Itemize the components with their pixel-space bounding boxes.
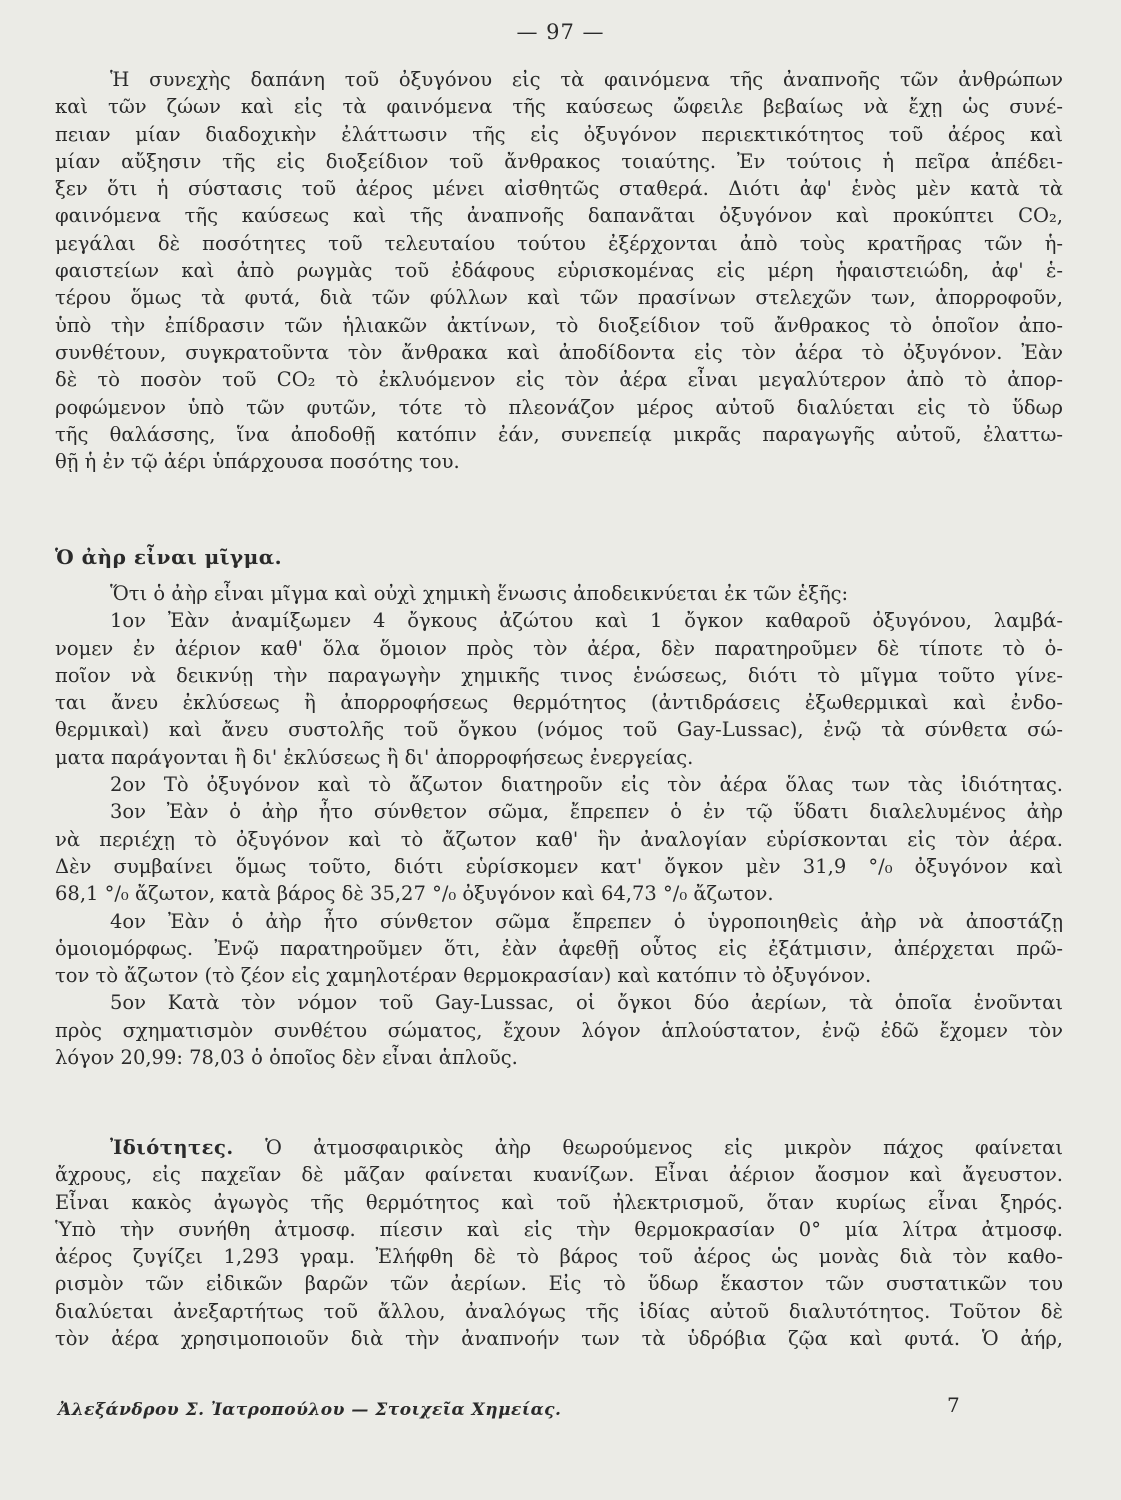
text-line: 68,1 °/₀ ἄζωτον, κατὰ βάρος δὲ 35,27 °/₀ ὀξυγόνον καὶ 64,73 °/₀ ἄζωτον. xyxy=(55,882,774,906)
paragraph-properties xyxy=(55,1134,1063,1352)
text-line: Ὅτι ὁ ἀὴρ εἶναι μῖγμα καὶ οὐχὶ χημικὴ ἕνωσις ἀποδεικνύεται ἐκ τῶν ἑξῆς: xyxy=(110,582,849,605)
text-line: ρισμὸν τῶν εἰδικῶν βαρῶν τῶν ἀερίων. Εἰς τὸ ὕδωρ ἕκαστον τῶν συστατικῶν του xyxy=(55,1272,1063,1296)
text-line: τὸν ἀέρα χρησιμοποιοῦν διὰ τὴν ἀναπνοήν των τὰ ὑδρόβια ζῷα καὶ φυτά. Ὁ ἀήρ, xyxy=(55,1327,1063,1351)
text-fragment: Ὁ ἀτμοσφαιρικὸς ἀὴρ θεωρούμενος εἰς μικρὸν πάχος φαίνεται xyxy=(265,1136,1063,1159)
text-line: μεγάλαι δὲ ποσότητες τοῦ τελευταίου τούτου ἐξέρχονται ἀπὸ τοὺς κρατῆρας τῶν ἡ- xyxy=(55,231,1063,255)
text-line: ται ἄνευ ἐκλύσεως ἢ ἀπορροφήσεως θερμότητος (ἀντιδράσεις ἐξωθερμικαὶ καὶ ἐνδο- xyxy=(55,691,1063,715)
footer-citation: Ἀλεξάνδρου Σ. Ἰατροπούλου — Στοιχεῖα Χημείας. xyxy=(58,1400,562,1420)
text-line: τῆς θαλάσσης, ἵνα ἀποδοθῇ κατόπιν ἐάν, συνεπείᾳ μικρᾶς παραγωγῆς αὐτοῦ, ἐλαττω- xyxy=(55,422,1063,446)
heading-properties: Ἰδιότητες. xyxy=(110,1136,234,1159)
text-line: φαιστείων καὶ ἀπὸ ρωγμὰς τοῦ ἐδάφους εὑρισκομένας εἰς μέρη ἡφαιστειώδη, ἀφ' ἑ- xyxy=(55,259,1063,283)
text-line: δὲ τὸ ποσὸν τοῦ CO₂ τὸ ἐκλυόμενον εἰς τὸν ἀέρα εἶναι μεγαλύτερον ἀπὸ τὸ ἀπορ- xyxy=(55,368,1063,392)
text-line: 2ον Τὸ ὀξυγόνον καὶ τὸ ἄζωτον διατηροῦν εἰς τὸν ἀέρα ὅλας των τὰς ἰδιότητας. xyxy=(110,773,1063,797)
text-line: 1ον Ἐὰν ἀναμίξωμεν 4 ὄγκους ἀζώτου καὶ 1 ὄγκον καθαροῦ ὀξυγόνου, λαμβά- xyxy=(110,609,1063,633)
text-line: 4ον Ἐὰν ὁ ἀὴρ ἦτο σύνθετον σῶμα ἔπρεπεν ὁ ὑγροποιηθεὶς ἀὴρ νὰ ἀποστάζῃ xyxy=(110,909,1063,933)
text-line: καὶ τῶν ζώων καὶ εἰς τὰ φαινόμενα τῆς καύσεως ὤφειλε βεβαίως νὰ ἔχῃ ὡς συνέ- xyxy=(55,95,1063,119)
text-line-with-heading xyxy=(55,1134,1063,1161)
sheet-signature-number: 7 xyxy=(947,1393,960,1417)
text-line: λόγον 20,99: 78,03 ὁ ὁποῖος δὲν εἶναι ἁπλοῦς. xyxy=(55,1046,518,1070)
text-line: Εἶναι κακὸς ἀγωγὸς τῆς θερμότητος καὶ τοῦ ἠλεκτρισμοῦ, ὅταν κυρίως εἶναι ξηρός. xyxy=(55,1190,1063,1214)
text-line: 5ον Κατὰ τὸν νόμον τοῦ Gay-Lussac, οἱ ὄγκοι δύο ἀερίων, τὰ ὁποῖα ἑνοῦνται xyxy=(110,991,1063,1015)
text-line: φαινόμενα τῆς καύσεως καὶ τῆς ἀναπνοῆς δαπανᾶται ὀξυγόνον καὶ προκύπτει CO₂, xyxy=(55,204,1063,228)
text-line: ὑπὸ τὴν ἐπίδρασιν τῶν ἡλιακῶν ἀκτίνων, τὸ διοξείδιον τοῦ ἄνθρακος τὸ ὁποῖον ἀπο- xyxy=(55,313,1063,337)
section-heading-mixture xyxy=(55,544,1063,571)
text-line: ξεν ὅτι ἡ σύστασις τοῦ ἀέρος μένει αἰσθητῶς σταθερά. Διότι ἀφ' ἑνὸς μὲν κατὰ τὰ xyxy=(55,177,1063,201)
text-line: πρὸς σχηματισμὸν συνθέτου σώματος, ἔχουν λόγον ἁπλούστατον, ἐνῷ ἐδῶ ἔχομεν τὸν xyxy=(55,1018,1063,1042)
text-line: νὰ περιέχῃ τὸ ὀξυγόνον καὶ τὸ ἄζωτον καθ' ἣν ἀναλογίαν εὑρίσκονται εἰς τὸν ἀέρα. xyxy=(55,827,1063,851)
text-line: συνθέτουν, συγκρατοῦντα τὸν ἄνθρακα καὶ ἀποδίδοντα εἰς τὸν ἀέρα τὸ ὀξυγόνον. Ἐὰν xyxy=(55,340,1063,364)
text-line: πειαν μίαν διαδοχικὴν ἐλάττωσιν τῆς εἰς ὀξυγόνον περιεκτικότητος τοῦ ἀέρος καὶ xyxy=(55,122,1063,146)
text-line: θῇ ἡ ἐν τῷ ἀέρι ὑπάρχουσα ποσότης του. xyxy=(55,450,460,474)
text-line: μίαν αὔξησιν τῆς εἰς διοξείδιον τοῦ ἄνθρακος τοιαύτης. Ἐν τούτοις ἡ πεῖρα ἀπέδει- xyxy=(55,149,1063,173)
text-line: τον τὸ ἄζωτον (τὸ ζέον εἰς χαμηλοτέραν θερμοκρασίαν) καὶ κατόπιν τὸ ὀξυγόνον. xyxy=(55,964,872,988)
text-line: νομεν ἐν ἀέριον καθ' ὅλα ὅμοιον πρὸς τὸν ἀέρα, δὲν παρατηροῦμεν δὲ τίποτε τὸ ὁ- xyxy=(55,636,1063,660)
text-line: ἄχρους, εἰς παχεῖαν δὲ μᾶζαν φαίνεται κυανίζων. Εἶναι ἀέριον ἄοσμον καὶ ἄγευστον. xyxy=(55,1163,1063,1187)
heading-mixture: Ὁ ἀὴρ εἶναι μῖγμα. xyxy=(55,545,283,569)
text-line: Ὑπὸ τὴν συνήθη ἀτμοσφ. πίεσιν καὶ εἰς τὴν θερμοκρασίαν 0° μία λίτρα ἀτμοσφ. xyxy=(55,1217,1063,1241)
text-line: Δὲν συμβαίνει ὅμως τοῦτο, διότι εὑρίσκομεν κατ' ὄγκον μὲν 31,9 °/₀ ὀξυγόνον καὶ xyxy=(55,854,1063,878)
text-line: ματα παράγονται ἢ δι' ἐκλύσεως ἢ δι' ἀπορροφήσεως ἐνεργείας. xyxy=(55,745,694,769)
paragraph-mixture-proofs xyxy=(55,580,1063,1071)
text-line: θερμικαὶ) καὶ ἄνευ συστολῆς τοῦ ὄγκου (νόμος τοῦ Gay-Lussac), ἐνῷ τὰ σύνθετα σώ- xyxy=(55,718,1063,742)
text-line: 3ον Ἐὰν ὁ ἀὴρ ἦτο σύνθετον σῶμα, ἔπρεπεν ὁ ἐν τῷ ὕδατι διαλελυμένος ἀὴρ xyxy=(110,800,1063,824)
paragraph-oxygen-balance xyxy=(55,66,1063,475)
text-line: ἀέρος ζυγίζει 1,293 γραμ. Ἐλήφθη δὲ τὸ βάρος τοῦ ἀέρος ὡς μονὰς διὰ τὸν καθο- xyxy=(55,1245,1063,1269)
text-line: ποῖον νὰ δεικνύῃ τὴν παραγωγὴν χημικῆς τινος ἑνώσεως, διότι τὸ μῖγμα τοῦτο γίνε- xyxy=(55,663,1063,687)
text-line: ὁμοιομόρφως. Ἐνῷ παρατηροῦμεν ὅτι, ἐὰν ἀφεθῇ οὗτος εἰς ἐξάτμισιν, ἀπέρχεται πρῶ- xyxy=(55,936,1063,960)
text-line: τέρου ὅμως τὰ φυτά, διὰ τῶν φύλλων καὶ τῶν πρασίνων στελεχῶν των, ἀπορροφοῦν, xyxy=(55,286,1063,310)
text-line: Ἡ συνεχὴς δαπάνη τοῦ ὀξυγόνου εἰς τὰ φαινόμενα τῆς ἀναπνοῆς τῶν ἀνθρώπων xyxy=(110,68,1063,91)
text-line: ροφώμενον ὑπὸ τῶν φυτῶν, τότε τὸ πλεονάζον μέρος αὐτοῦ διαλύεται εἰς τὸ ὕδωρ xyxy=(55,395,1063,419)
page-number: — 97 — xyxy=(516,20,605,44)
text-line: διαλύεται ἀνεξαρτήτως τοῦ ἄλλου, ἀναλόγως τῆς ἰδίας αὐτοῦ διαλυτότητος. Τοῦτον δὲ xyxy=(55,1299,1063,1323)
